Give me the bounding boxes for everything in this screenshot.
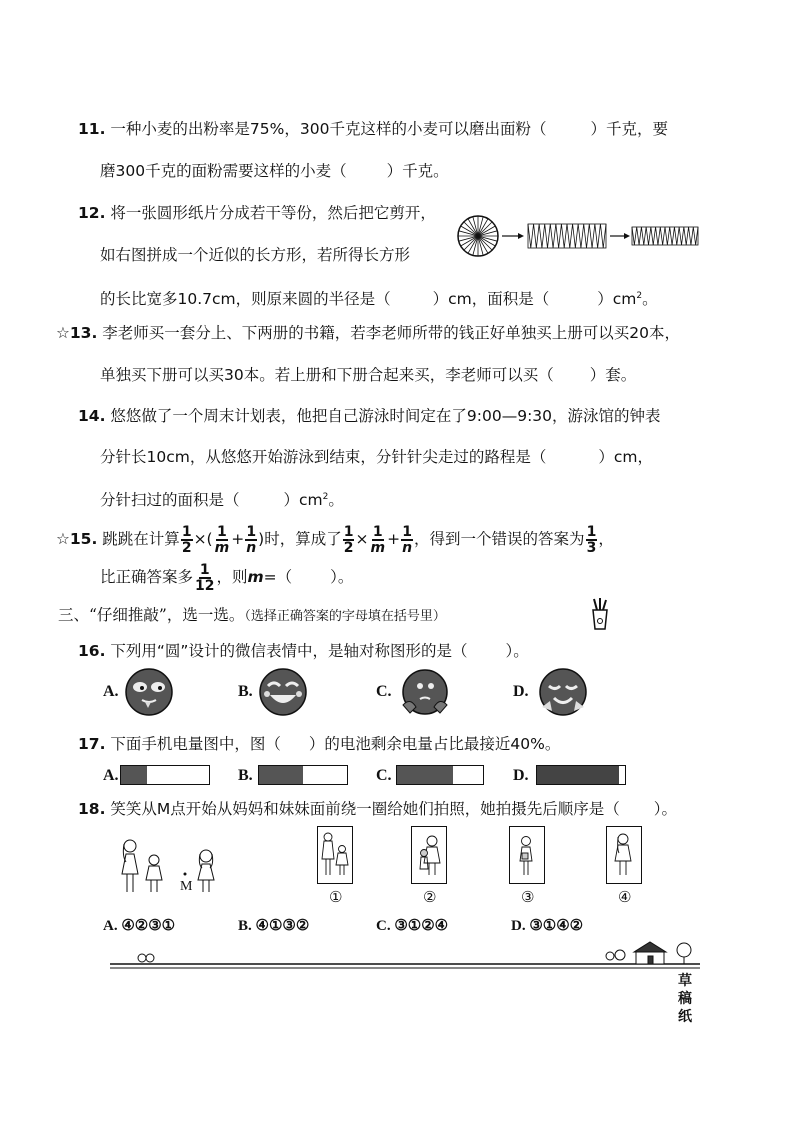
q14-superscript: 2 (322, 492, 329, 502)
fraction-denominator: 3 (586, 539, 597, 556)
fraction-denominator: n (246, 539, 257, 556)
q15-variable-m: m (247, 568, 264, 586)
q15-text-6: + (387, 530, 401, 548)
photo-4-label: ④ (618, 888, 632, 906)
draft-paper-label (675, 972, 695, 1026)
house-icon (634, 942, 666, 964)
photo-4-figures-icon (607, 827, 640, 882)
q13-line2 (100, 364, 636, 386)
photo-4-frame (606, 826, 642, 884)
battery-level-fill (259, 766, 303, 784)
fraction-numerator: 1 (246, 523, 257, 540)
q12-text-3a: 的长比宽多10.7cm，则原来圆的半径是（ (100, 290, 391, 309)
section-3-note: （选择正确答案的字母填在括号里） (244, 609, 446, 624)
photo-1-frame (317, 826, 353, 884)
photo-3-frame (509, 826, 545, 884)
q12-line1 (78, 202, 436, 224)
q14-text-2-end: ）cm， (598, 448, 653, 466)
photo-1-label: ① (329, 888, 343, 906)
photo-2-frame (411, 826, 447, 884)
q12-text-3b: ）cm，面积是（ (432, 290, 550, 309)
q15-text-3: + (231, 530, 245, 548)
q17-option-b-label[interactable]: B. (238, 767, 253, 784)
circle-sectors-icon (458, 216, 498, 256)
fraction-one-twelfth (194, 563, 215, 593)
pencil-cup-icon (588, 597, 612, 631)
fraction-denominator: n (402, 539, 413, 556)
q15-text-12: ）。 (330, 568, 354, 586)
q18-option-a[interactable]: A. ④②③① (103, 918, 176, 934)
q15-number: ☆15. (56, 530, 98, 548)
q15-text-4: )时，算成了 (258, 530, 342, 548)
mother-and-sister-scene (118, 836, 228, 898)
q12-number: 12. (78, 204, 106, 222)
fraction-one-half (181, 525, 193, 555)
q12-text-3c: ）cm (597, 290, 637, 309)
q12-text-2: 如右图拼成一个近似的长方形，若所得长方形 (100, 246, 411, 264)
mother-figure-icon (122, 840, 138, 892)
fraction-denominator: 12 (195, 577, 215, 594)
photo-1-figures-icon (318, 827, 351, 882)
q18-text: 笑笑从M点开始从妈妈和妹妹面前绕一圈给她们拍照，她拍摄先后顺序是（ (110, 800, 620, 818)
q17-line (78, 733, 560, 755)
fraction-one-half (343, 525, 355, 555)
q14-number: 14. (78, 407, 106, 425)
section-3-heading (58, 603, 446, 625)
q16-text-end: ）。 (505, 642, 529, 660)
q13-text-2: 单独买下册可以买30本。若上册和下册合起来买，李老师可以买（ (100, 366, 554, 384)
fraction-one-over-n (401, 525, 413, 555)
q16-option-a-label[interactable]: A. (103, 683, 119, 700)
fraction-one-over-n (245, 525, 257, 555)
fraction-numerator: 1 (343, 523, 354, 540)
q16-option-c-label[interactable]: C. (376, 683, 392, 700)
fraction-numerator: 1 (199, 561, 210, 578)
q11-text-2-end: ）千克。 (386, 162, 449, 180)
battery-d[interactable] (536, 765, 626, 785)
section-3-title: 三、“仔细推敲”，选一选。 (58, 606, 245, 624)
sister-figure-icon (146, 855, 162, 892)
q11-number: 11. (78, 120, 106, 138)
q16-number: 16. (78, 642, 106, 660)
emoji-thinking-face-icon[interactable] (400, 667, 450, 717)
q14-text-3-end: ）cm (283, 491, 323, 510)
q15-line2 (100, 560, 353, 594)
footer-landscape-divider (110, 940, 700, 972)
q12-superscript: 2 (636, 291, 643, 301)
battery-level-fill (397, 766, 453, 784)
fraction-numerator: 1 (217, 523, 227, 540)
q14-text-1: 悠悠做了一个周末计划表，他把自己游泳时间定在了9:00—9:30，游泳馆的钟表 (110, 407, 661, 425)
battery-c[interactable] (396, 765, 484, 785)
fraction-numerator: 1 (181, 523, 192, 540)
battery-b[interactable] (258, 765, 348, 785)
battery-level-fill (537, 766, 619, 784)
q15-line1 (56, 522, 614, 556)
q11-line1 (78, 118, 668, 140)
arrow-icon (502, 233, 524, 239)
photo-2-label: ② (423, 888, 437, 906)
draft-char-2: 稿 (678, 991, 692, 1007)
q15-text-5: × (355, 530, 369, 548)
fraction-numerator: 1 (402, 523, 412, 540)
q18-number: 18. (78, 800, 106, 818)
q12-line2 (100, 244, 410, 266)
emoji-sneaky-face-icon[interactable] (124, 667, 174, 717)
q17-text: 下面手机电量图中，图（ (110, 735, 281, 753)
q11-text-1: 一种小麦的出粉率是75%，300千克这样的小麦可以磨出面粉（ (110, 120, 547, 138)
q18-text-end: ）。 (653, 800, 678, 818)
q15-text-11: =（ (263, 568, 293, 586)
q17-option-d-label[interactable]: D. (513, 767, 529, 784)
q16-text: 下列用“圆”设计的微信表情中，是轴对称图形的是（ (110, 642, 468, 660)
q16-option-d-label[interactable]: D. (513, 683, 529, 700)
tree-icon (677, 943, 691, 964)
fraction-denominator: 2 (343, 539, 354, 556)
q15-text-8: ， (598, 530, 614, 548)
q17-option-a-label[interactable]: A. (103, 767, 119, 784)
q17-option-c-label[interactable]: C. (376, 767, 392, 784)
q14-text-2: 分针长10cm，从悠悠开始游泳到结束，分针针尖走过的路程是（ (100, 448, 547, 466)
q15-text-9: 比正确答案多 (100, 568, 194, 586)
q14-line3 (100, 486, 344, 511)
battery-a[interactable] (120, 765, 210, 785)
q11-text-1-end: ）千克，要 (590, 120, 668, 138)
emoji-smiling-face-icon[interactable] (538, 667, 588, 717)
q12-text-3d: 。 (642, 290, 658, 309)
q18-line (78, 798, 677, 820)
q11-text-2: 磨300千克的面粉需要这样的小麦（ (100, 162, 347, 180)
fraction-one-over-m (214, 525, 231, 555)
fraction-denominator: m (370, 539, 386, 556)
photo-3-label: ③ (521, 888, 535, 906)
q14-line1 (78, 405, 661, 427)
zigzag-rectangle-icon (528, 224, 606, 248)
q15-text-1: 跳跳在计算 (102, 530, 180, 548)
q14-text-3-dot: 。 (328, 491, 344, 510)
girl-photographer-icon (198, 850, 214, 892)
emoji-laughing-face-icon[interactable] (258, 667, 308, 717)
q11-line2 (100, 160, 449, 182)
q16-option-b-label[interactable]: B. (238, 683, 253, 700)
q13-text-1: 李老师买一套分上、下两册的书籍，若李老师所带的钱正好单独买上册可以买20本， (102, 324, 681, 342)
photo-3-figures-icon (510, 827, 543, 882)
q18-option-b[interactable]: B. ④①③② (238, 918, 310, 934)
q14-line2 (100, 446, 653, 468)
tree-icon (606, 950, 625, 960)
photo-2-figures-icon (412, 827, 445, 882)
q17-number: 17. (78, 735, 106, 753)
fraction-denominator: 2 (181, 539, 192, 556)
fraction-numerator: 1 (372, 523, 383, 540)
q18-option-c[interactable]: C. ③①②④ (376, 918, 449, 934)
zigzag-rectangle-icon (632, 227, 698, 245)
draft-char-3: 纸 (678, 1009, 692, 1025)
q15-text-10: ，则 (216, 568, 248, 586)
arrow-icon (610, 233, 630, 239)
battery-level-fill (121, 766, 147, 784)
bush-icon (138, 954, 154, 962)
q15-text-2: ×( (193, 530, 213, 548)
point-m-label: M (180, 879, 193, 894)
q12-line3 (100, 285, 658, 310)
q18-option-d[interactable]: D. ③①④② (511, 918, 584, 934)
q12-text-1: 将一张圆形纸片分成若干等份，然后把它剪开， (110, 204, 436, 222)
fraction-denominator: m (214, 539, 230, 556)
q13-line1 (56, 322, 680, 344)
q17-text-end: ）的电池剩余电量占比最接近40%。 (308, 735, 561, 753)
fraction-one-over-m (369, 525, 386, 555)
q13-text-2-end: ）套。 (589, 366, 637, 384)
q15-text-7: ，得到一个错误的答案为 (414, 530, 585, 548)
fraction-one-third (586, 525, 598, 555)
q16-line (78, 640, 529, 662)
q14-text-3: 分针扫过的面积是（ (100, 491, 240, 510)
fraction-numerator: 1 (586, 523, 597, 540)
q12-circle-to-rectangle-figure (456, 214, 700, 260)
draft-char-1: 草 (678, 973, 692, 989)
q13-number: ☆13. (56, 324, 98, 342)
